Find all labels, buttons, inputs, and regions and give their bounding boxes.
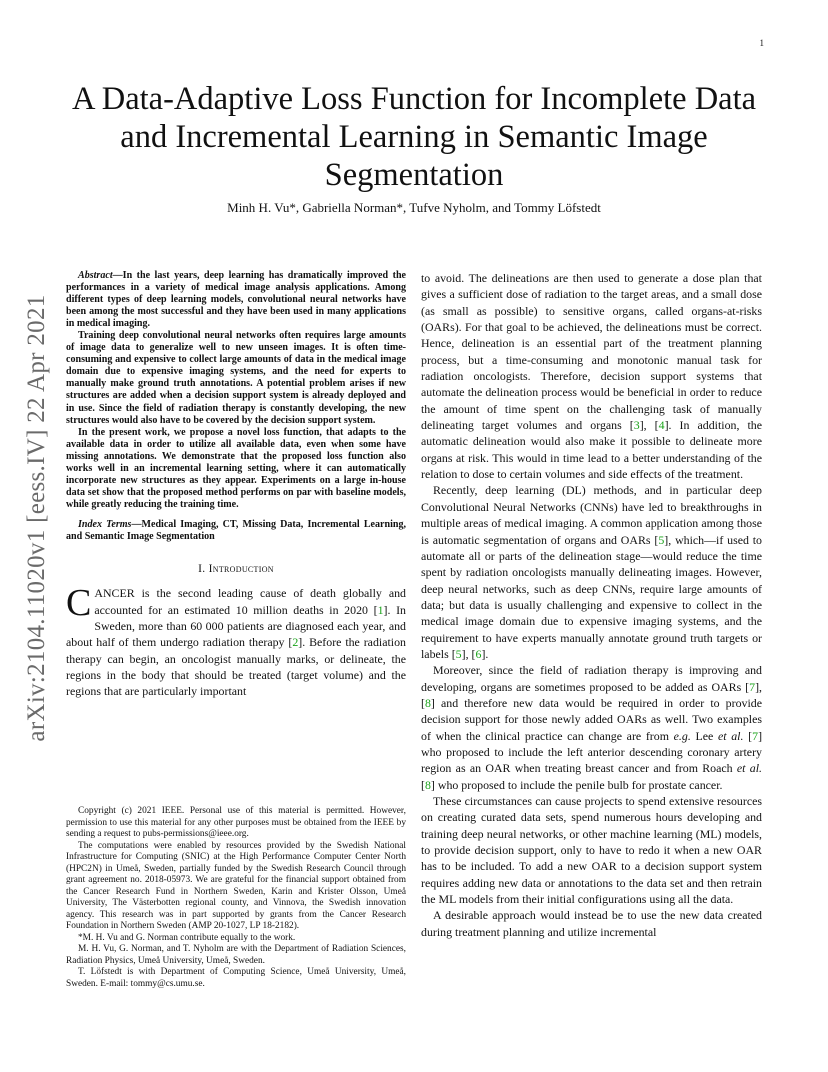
abstract bbox=[66, 270, 406, 511]
citation-link[interactable]: 6 bbox=[475, 646, 482, 661]
citation-link[interactable]: 8 bbox=[424, 695, 431, 710]
index-terms-text: —Medical Imaging, CT, Missing Data, Incremental Learning, and Semantic Image Segmentation bbox=[66, 518, 407, 542]
body-paragraph-4: These circumstances can cause projects to spend extensive resources on creating curated data sets, spend numerous hours developing and training deep neural networks, or other machine learning (ML) models, to provide decision support, only to have to redo it when a new OAR has to be included. To add a new OAR to a decision support system requires adding new data or annotations to the data set and then retrain the ML models from their initial configurations using all the data. bbox=[421, 794, 762, 907]
footnotes bbox=[66, 806, 406, 990]
footnote-equal-contribution: *M. H. Vu and G. Norman contribute equally to the work. bbox=[78, 932, 296, 943]
footnote-copyright: Copyright (c) 2021 IEEE. Personal use of this material is permitted. However, permission to use this material for any other purposes must be obtained from the IEEE by sending a request to pubs-permissions@ieee.org. bbox=[66, 806, 406, 839]
intro-paragraph: CANCER is the second leading cause of death globally and accounted for an estimated 10 million deaths in 2020 [1]. In Sweden, more than 60 000 patients are diagnosed each year, and about half of them undergo radiation therapy [2]. Before the radiation therapy can begin, an oncologist manually marks, or delineate, the regions in the body that should be treated (target volume) and the regions that are particularly important bbox=[66, 582, 407, 699]
index-terms-label: Index Terms bbox=[78, 518, 132, 530]
body-paragraph-2: Recently, deep learning (DL) methods, and in particular deep Convolutional Neural Networks (CNNs) have led to breakthroughs in multiple areas of medical imaging. A common application among those is automatic segmentation of organs and OARs [5], which—if used to automate all or parts of the delineation stage—would reduce the time spent by radiation oncologists manually delineating images. However, deep neural networks, such as deep CNNs, require large amounts of data; but data is usually challenging and expensive to collect in the medical image domain due to expensive imaging systems, and the requirement to have experts manually annotate ground truth targets or labels [5], [6]. bbox=[421, 483, 763, 661]
arxiv-id: arXiv:2104.11020v1 [eess.IV] 22 Apr 2021 bbox=[23, 293, 50, 742]
citation-link[interactable]: 1 bbox=[377, 602, 384, 617]
citation-link[interactable]: 2 bbox=[292, 635, 299, 650]
body-paragraph-5: A desirable approach would instead be to use the new data created during treatment planning and utilize incremental bbox=[421, 908, 762, 939]
left-column bbox=[66, 270, 406, 700]
drop-cap: C bbox=[66, 582, 92, 625]
arxiv-watermark bbox=[19, 265, 55, 770]
citation-link[interactable]: 4 bbox=[658, 418, 665, 433]
section-heading bbox=[66, 561, 406, 577]
footnote-affiliation-1: M. H. Vu, G. Norman, and T. Nyholm are with the Department of Radiation Sciences, Radiation Physics, Umeå University, Umeå, Sweden. bbox=[66, 944, 406, 966]
author-list: Minh H. Vu*, Gabriella Norman*, Tufve Nyholm, and Tommy Löfstedt bbox=[227, 200, 601, 215]
citation-link[interactable]: 8 bbox=[424, 777, 431, 792]
intro-smallcaps: ANCER bbox=[94, 586, 135, 601]
section-title: Introduction bbox=[208, 563, 274, 576]
abstract-paragraph-1: —In the last years, deep learning has dramatically improved the performances in a variety of medical image analysis applications. Among different types of deep learning models, convolutional neural networks have been among the most successful and they have been used in many applications in medical imaging. bbox=[66, 270, 406, 330]
abstract-paragraph-3: In the present work, we propose a novel loss function, that adapts to the available data in order to utilize all available data, even when some have missing annotations. We demonstrate that the proposed loss function also works well in an incremental learning setting, where it can automatically incorporate new structures as they appear. Experiments on a large in-house data set show that the proposed method performs on par with baseline models, while greatly reducing the training time. bbox=[66, 426, 406, 510]
section-number: I. bbox=[198, 563, 209, 576]
citation-link[interactable]: 5 bbox=[455, 646, 462, 661]
footnote-funding: The computations were enabled by resources provided by the Swedish National Infrastructure for Computing (SNIC) at the High Performance Computer Center North (HPC2N) in Umeå, Sweden, partially funded by the Swedish Research Council through grant agreement no. 2018-05973. We are grateful for the financial support obtained from the Cancer Research Fund in Northern Sweden, Karin and Krister Olsson, Umeå University, The Västerbotten regional county, and Vinnova, the Swedish innovation agency. This research was in part supported by grants from the Cancer Research Foundation in Northern Sweden (AMP 20-1027, LP 18-2182). bbox=[66, 840, 406, 931]
citation-link[interactable]: 3 bbox=[633, 418, 640, 433]
body-paragraph-1: to avoid. The delineations are then used to generate a dose plan that gives a sufficient dose of radiation to the target areas, and a small dose (as small as possible) to sensitive organs, called organs-at-risks (OARs). For that goal to be achieved, the delineations must be correct. Hence, delineation is an essential part of the treatment planning process, but a time-consuming and monotonic manual task for radiation oncologists. Therefore, decision support systems that automate the delineation process would be beneficial in order to reduce the amount of time spent on the challenging task of manually delineating target volumes and organs [3], [4]. In addition, the automatic delineation would also make it possible to delineate more organs at risk. This would in time lead to a better understanding of the relation to dose to certain volumes and side effects of the treatment. bbox=[421, 271, 762, 482]
page-number: 1 bbox=[759, 38, 764, 48]
body-paragraph-3: Moreover, since the field of radiation therapy is improving and developing, organs are sometimes proposed to be added as OARs [7], [8] and therefore new data would be required in order to provide decision support for those newly added OARs as well. Two examples of when the clinical practice can change are from e.g. Lee et al. [7] who proposed to include the left anterior descending coronary artery region as an OAR when treating breast cancer and from Roach et al. [8] who proposed to include the penile bulb for prostate cancer. bbox=[421, 663, 763, 792]
citation-link[interactable]: 5 bbox=[658, 532, 665, 547]
index-terms bbox=[66, 519, 406, 543]
abstract-paragraph-2: Training deep convolutional neural networks often requires large amounts of image data to generalize well to new unseen images. It is often time-consuming and expensive to collect large amounts of data in the medical image domain due to expensive imaging systems, and the need for experts to manually make ground truth annotations. A potential problem arises if new structures are added when a decision support system is already deployed and in use. Since the field of radiation therapy is constantly developing, the new structures would also have to be covered by the decision support system. bbox=[66, 330, 406, 426]
abstract-label: Abstract bbox=[78, 270, 113, 281]
citation-link[interactable]: 7 bbox=[752, 728, 759, 743]
footnote-affiliation-2: T. Löfstedt is with Department of Computing Science, Umeå University, Umeå, Sweden. E-mail: tommy@cs.umu.se. bbox=[66, 967, 406, 989]
citation-link[interactable]: 7 bbox=[749, 679, 756, 694]
right-column bbox=[421, 270, 762, 940]
paper-title: A Data-Adaptive Loss Function for Incomplete Data and Incremental Learning in Semantic Image Segmentation bbox=[71, 81, 757, 193]
